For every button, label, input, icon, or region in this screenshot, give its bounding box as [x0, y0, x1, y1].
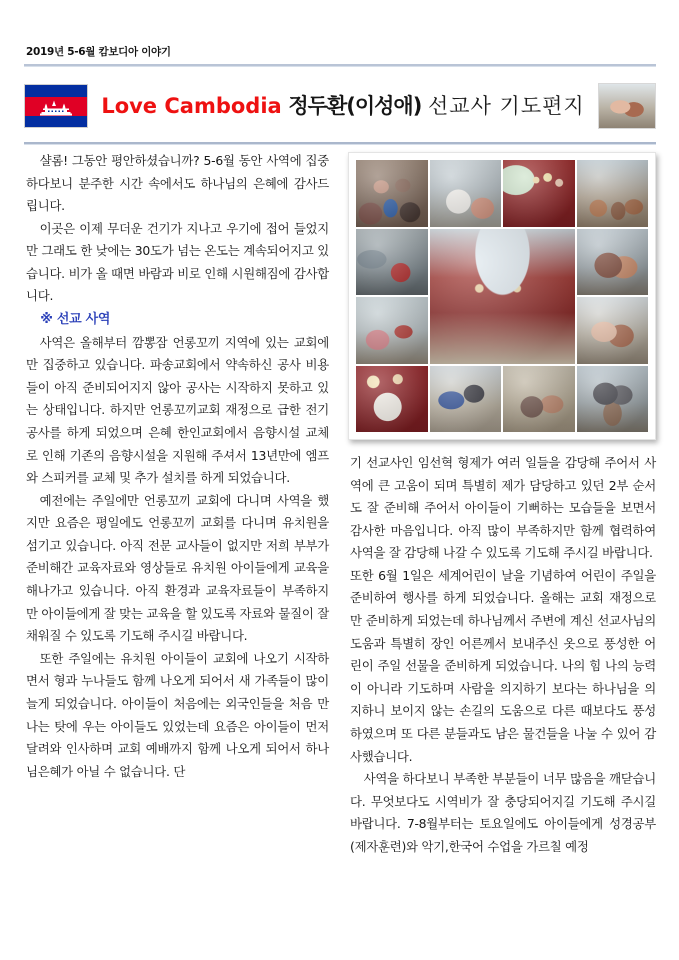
missionary-names: 정두환(이성애) [288, 93, 422, 118]
photo-stage-red [503, 160, 575, 227]
photo-classroom-board [356, 297, 428, 364]
header-rule-top [24, 64, 656, 67]
paragraph-weather: 이곳은 이제 무더운 건기가 지나고 우기에 접어 들었지만 그래도 한 낮에는 30도가 넘는 온도는 계속되어지고 있습니다. 비가 올 때면 바람과 비로 인해 시원해짐에 감사합니다. [26, 220, 329, 304]
photo-two-boys [577, 366, 649, 433]
section-heading-ministry: ※ 선교 사역 [40, 312, 111, 328]
photo-crowd-indoor [356, 160, 428, 227]
photo-floor-game [430, 366, 502, 433]
running-head: 2019년 5-6월 캄보디아 이야기 [26, 46, 171, 58]
right-column [350, 452, 656, 858]
paragraph-coworker: 기 선교사인 임선혁 형제가 여러 일들을 감당해 주어서 사역에 큰 고움이 되며 특별히 제가 담당하고 있던 2부 순서도 잘 준비해 주어서 아이들이 기뻐하는 모습들을 보면서 감사한 마음입니다. 아직 많이 부족하지만 함께 협력하여 사역을 잘 감당해 나갈 수 있도록 기도해 주시길 바랍니다. [350, 455, 656, 561]
photo-hallway [356, 229, 428, 296]
cambodia-flag-icon [24, 84, 88, 128]
photo-sit-circle [503, 366, 575, 433]
paragraph-ministry-3: 또한 주일에는 유치원 아이들이 교회에 나오기 시작하면서 형과 누나들도 함께 나오게 되어서 새 가족들이 많이 늘게 되었습니다. 아이들이 처음에는 외국인들을 처음 만나는 탓에 우는 아이들도 있었는데 요즘은 아이들이 먼저 달려와 인사하며 교회 예배까지 함께 나오게 되어서 하나님은혜가 아닐 수 없습니다. 단 [26, 650, 329, 779]
masthead-title [88, 93, 598, 118]
paragraph-childrens-day: 또한 6월 1일은 세계어린이 날을 기념하여 어린이 주일을 준비하여 행사를 하게 되었습니다. 올해는 교회 재정으로만 준비하게 되었는데 하나님께서 주변에 계신 선교사님의 도움과 특별히 장인 어른께서 보내주신 옷으로 풍성한 어린이 주일 선물을 준비하게 되었습니다. 나의 힘 나의 능력이 아니라 기도하며 사람을 의지하기 보다는 하나님을 의지하니 보이지 않는 손길의 도움으로 다른 때보다도 풍성하였으며 또 다른 분들과도 남은 물건들을 나눌 수 있어 감사했습니다. [350, 567, 656, 764]
paragraph-ministry-1: 사역은 올해부터 깜뽕잠 언롱꼬끼 지역에 있는 교회에만 집중하고 있습니다. 파송교회에서 약속하신 공사 비용들이 아직 준비되어지지 않아 공사는 시작하지 못하고 있는 상태입니다. 하지만 언롱꼬끼교회 재정으로 급한 전기 공사를 하게 되었으며 은혜 한인교회에서 음향시설 교체로 인해 기존의 음향시설을 지원해 주셔서 13년만에 엠프와 스피커를 교체 및 추가 설치를 하게 되었습니다. [26, 334, 329, 486]
paragraph-prayer-request: 사역을 하다보니 부족한 부분들이 너무 많음을 깨닫습니다. 무엇보다도 시역비가 잘 충당되어지길 기도해 주시길 바랍니다. 7-8월부터는 토요일에도 아이들에게 성경공부(제자훈련)와 악기,한국어 수업을 가르칠 예정 [350, 771, 656, 854]
masthead [24, 74, 656, 138]
paragraph-ministry-2: 예전에는 주일에만 언롱꼬끼 교회에 다니며 사역을 했지만 요즘은 평일에도 언롱꼬끼 교회를 다니며 유치원을 섬기고 있습니다. 아직 전문 교사들이 없지만 저희 부부가 준비해간 교육자료와 영상들로 유치원 아이들에게 교육을 해나가고 있습니다. 아직 환경과 교육자료들이 부족하지만 아이들에게 잘 맞는 교육을 할 있도록 자료와 물질이 잘 채워질 수 있도록 기도해 주시길 바랍니다. [26, 492, 329, 644]
brand-title: Love Cambodia [101, 93, 282, 118]
photo-church-wide [430, 229, 575, 364]
photo-group-hug [577, 297, 649, 364]
paragraph-greeting: 샬롬! 그동안 평안하셨습니까? 5-6월 동안 사역에 집중 하다보니 분주한 시간 속에서도 하나님의 은혜에 감사드립니다. [26, 153, 329, 214]
missionary-family-photo [598, 83, 656, 129]
left-column [26, 150, 329, 783]
photo-hall-kids [577, 160, 649, 227]
collage-grid [356, 160, 648, 432]
photo-hug-two [577, 229, 649, 296]
angkor-wat-icon [39, 100, 73, 116]
photo-teacher-room [430, 160, 502, 227]
photo-singer-stage [356, 366, 428, 433]
header-rule-bottom [24, 142, 656, 145]
letter-role-title: 선교사 기도편지 [428, 93, 585, 118]
mission-photo-collage [348, 152, 656, 440]
